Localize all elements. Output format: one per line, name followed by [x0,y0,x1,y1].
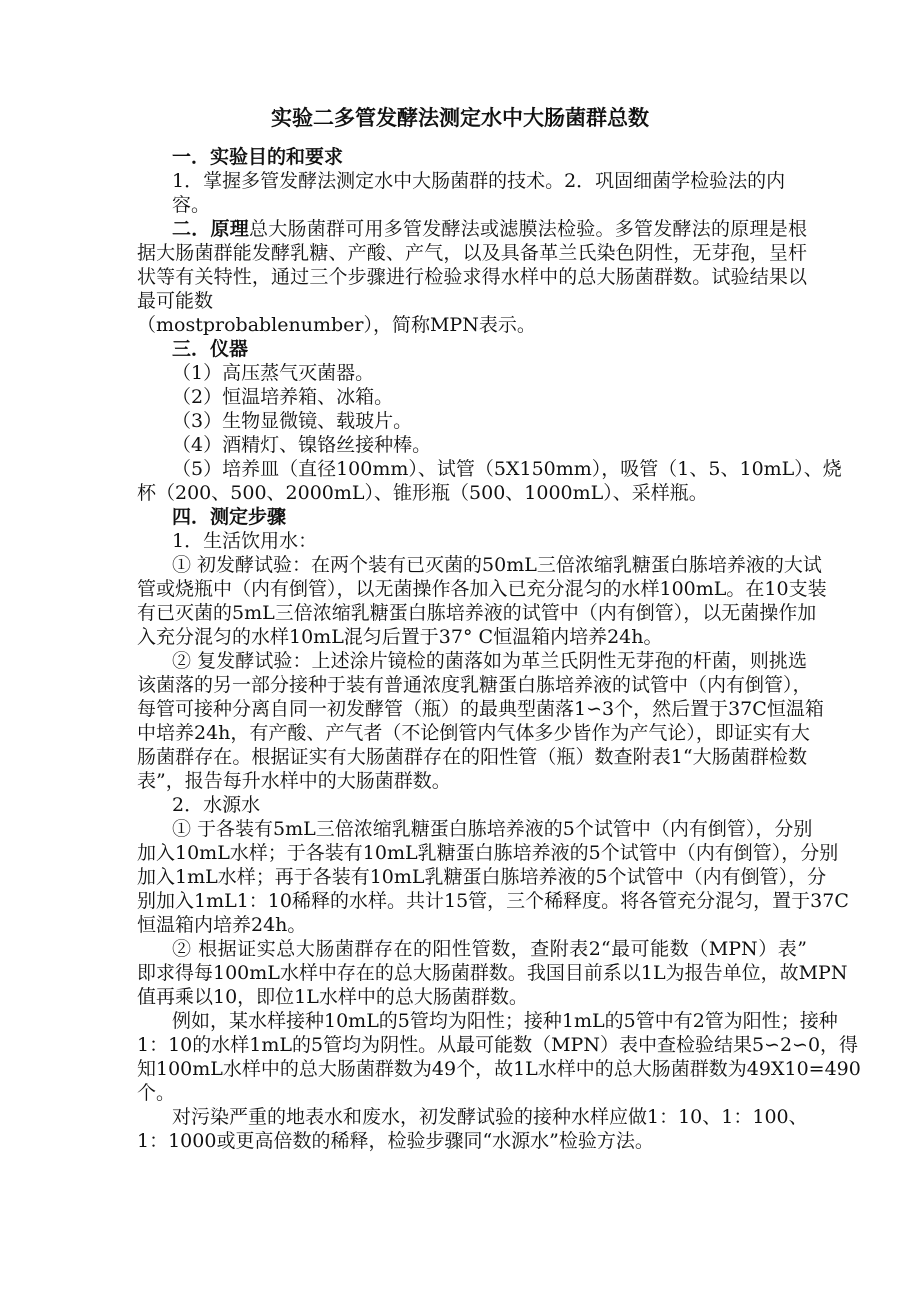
paragraph-line [137,313,807,337]
paragraph-line [137,577,827,601]
line-text: 1：1000或更高倍数的稀释，检验步骤同“水源水”检验方法。 [137,1130,654,1152]
line-text: ① 初发酵试验：在两个装有已灭菌的50mL三倍浓缩乳糖蛋白胨培养液的大试 [172,554,822,576]
line-text: 1：10的水样1mL的5管均为阴性。从最可能数（MPN）表中查检验结果5∽2∽0，得 [137,1034,859,1056]
section-heading-line [137,217,807,241]
line-text: （1）高压蒸气灭菌器。 [172,362,375,384]
line-text: 最可能数 [137,290,214,312]
paragraph-line [137,361,807,385]
paragraph-line [137,457,842,481]
paragraph-line [137,961,848,985]
line-text: （5）培养皿（直径100mm）、试管（5X150mm），吸管（1、5、10mL）、烧 [172,458,842,480]
line-text: 肠菌群存在。根据证实有大肠菌群存在的阳性管（瓶）数查附表1“大肠菌群检数 [137,746,807,768]
line-text: 个。 [137,1082,176,1104]
paragraph-line [137,241,807,265]
paragraph-line [137,601,817,625]
paragraph-line [137,985,807,1009]
paragraph-line [137,1057,861,1081]
line-text: 知100mL水样中的总大肠菌群数为49个，故1L水样中的总大肠菌群数为49X10=490 [137,1058,861,1080]
line-text: （4）酒精灯、镍铬丝接种棒。 [172,434,432,456]
paragraph-line [137,817,813,841]
paragraph-line [137,553,822,577]
line-text: ① 于各装有5mL三倍浓缩乳糖蛋白胨培养液的5个试管中（内有倒管），分别 [172,818,813,840]
paragraph-line [137,169,807,193]
document-body [137,145,861,1153]
paragraph-line [137,289,807,313]
paragraph-line [137,769,807,793]
paragraph-line [137,1129,807,1153]
line-text: （2）恒温培养箱、冰箱。 [172,386,394,408]
line-text: 例如，某水样接种10mL的5管均为阳性；接种1mL的5管中有2管为阳性；接种 [172,1010,838,1032]
document-title: 实验二多管发酵法测定水中大肠菌群总数 [271,106,649,130]
paragraph-line [137,385,807,409]
paragraph-line [137,433,807,457]
paragraph-line [137,1033,859,1057]
paragraph-line [137,889,849,913]
paragraph-line [137,265,807,289]
line-text: 该菌落的另一部分接种于装有普通浓度乳糖蛋白胨培养液的试管中（内有倒管）， [137,674,812,696]
line-text: 对污染严重的地表水和废水，初发酵试验的接种水样应做1：10、1：100、 [172,1106,808,1128]
bold-heading: 一．实验目的和要求 [172,146,344,168]
line-text: 恒温箱内培养24h。 [137,914,307,936]
line-text: 总大肠菌群可用多管发酵法或滤膜法检验。多管发酵法的原理是根 [249,218,807,240]
paragraph-line [137,721,810,745]
paragraph-line [137,745,807,769]
paragraph-line [137,649,807,673]
line-text: 有已灭菌的5mL三倍浓缩乳糖蛋白胨培养液的试管中（内有倒管），以无菌操作加 [137,602,817,624]
paragraph-line [137,673,812,697]
line-text: 容。 [172,194,211,216]
paragraph-line [137,529,807,553]
section-heading-line [137,337,807,361]
paragraph-line [137,865,827,889]
bold-heading: 二．原理 [172,218,249,240]
line-text: 杯（200、500、2000mL）、锥形瓶（500、1000mL）、采样瓶。 [137,482,708,504]
paragraph-line [137,1105,807,1129]
bold-heading: 三．仪器 [172,338,249,360]
line-text: 1．生活饮用水： [172,530,318,552]
line-text: ② 复发酵试验：上述涂片镜检的菌落如为革兰氏阴性无芽孢的杆菌，则挑选 [172,650,807,672]
line-text: 中培养24h，有产酸、产气者（不论倒管内气体多少皆作为产气论），即证实有大 [137,722,810,744]
section-heading-line [137,505,807,529]
paragraph-line [137,193,807,217]
paragraph-line [137,409,807,433]
line-text: 2．水源水 [172,794,261,816]
paragraph-line [137,1081,807,1105]
paragraph-line [137,697,824,721]
paragraph-line [137,625,807,649]
line-text: 表”，报告每升水样中的大肠菌群数。 [137,770,451,792]
line-text: （3）生物显微镜、载玻片。 [172,410,413,432]
line-text: 值再乘以10，即位1L水样中的总大肠菌群数。 [137,986,528,1008]
line-text: 状等有关特性，通过三个步骤进行检验求得水样中的总大肠菌群数。试验结果以 [137,266,807,288]
line-text: ② 根据证实总大肠菌群存在的阳性管数，查附表2“最可能数（MPN）表” [172,938,807,960]
section-heading-line [137,145,807,169]
paragraph-line [137,841,839,865]
line-text: 每管可接种分离自同一初发酵管（瓶）的最典型菌落1∽3个，然后置于37C恒温箱 [137,698,824,720]
paragraph-line [137,793,807,817]
line-text: 据大肠菌群能发酵乳糖、产酸、产气，以及具备革兰氏染色阴性，无芽孢，呈杆 [137,242,807,264]
paragraph-line [137,937,807,961]
line-text: （mostprobablenumber），简称MPN表示。 [137,314,536,336]
line-text: 入充分混匀的水样10mL混匀后置于37° C恒温箱内培养24h。 [137,626,663,648]
line-text: 即求得每100mL水样中存在的总大肠菌群数。我国目前系以1L为报告单位，故MPN [137,962,848,984]
line-text: 别加入1mL1：10稀释的水样。共计15管，三个稀释度。将各管充分混匀，置于37C [137,890,849,912]
line-text: 加入1mL水样；再于各装有10mL乳糖蛋白胨培养液的5个试管中（内有倒管），分 [137,866,827,888]
bold-heading: 四．测定步骤 [172,506,287,528]
paragraph-line [137,913,807,937]
paragraph-line [137,481,807,505]
line-text: 管或烧瓶中（内有倒管），以无菌操作各加入已充分混匀的水样100mL。在10支装 [137,578,827,600]
line-text: 加入10mL水样；于各装有10mL乳糖蛋白胨培养液的5个试管中（内有倒管），分别 [137,842,839,864]
paragraph-line [137,1009,838,1033]
line-text: 1．掌握多管发酵法测定水中大肠菌群的技术。2．巩固细菌学检验法的内 [172,170,786,192]
